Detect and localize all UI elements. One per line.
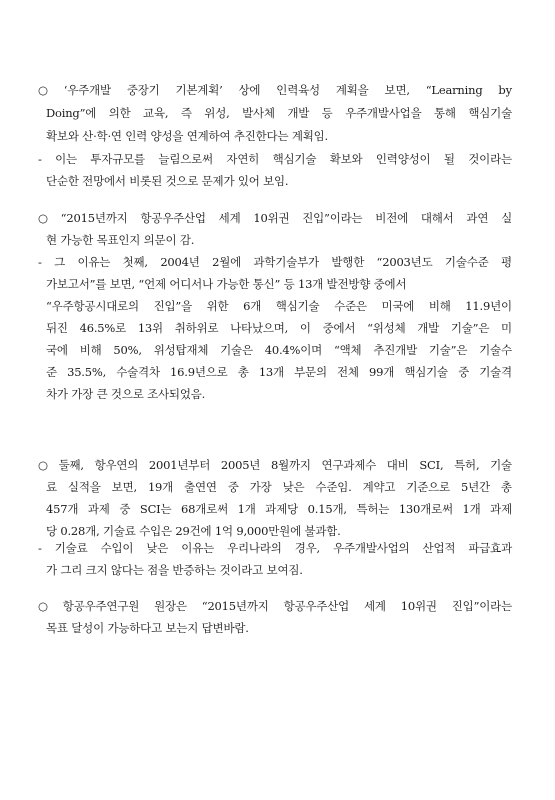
- text-line: [38, 83, 512, 97]
- text-line: [46, 502, 512, 516]
- word: 위성,: [204, 106, 230, 120]
- word: “2015년까지: [201, 599, 269, 613]
- word: 보면,: [384, 83, 410, 97]
- word: 기술수준: [444, 255, 489, 269]
- word: 68개로써: [181, 502, 229, 516]
- word: 수술격차: [116, 365, 160, 379]
- word: 세계: [363, 599, 386, 613]
- word: 산업적: [422, 541, 456, 555]
- word: 1개: [237, 502, 256, 516]
- word: SCI,: [419, 458, 444, 472]
- word: 첫째,: [122, 255, 148, 269]
- word: 13개: [258, 365, 284, 379]
- word: 우주개발사업의: [333, 541, 410, 555]
- word: 즉: [180, 106, 192, 120]
- word: 457개: [46, 502, 79, 516]
- word: 과연: [466, 211, 489, 225]
- word: 진입”을: [153, 299, 192, 313]
- text-line: 가보고서”를 보면, “언제 어디서나 가능한 통신” 등 13개 발전방향 중에서: [46, 277, 407, 291]
- word: 핵심기술: [272, 152, 317, 166]
- word: 중: [119, 502, 131, 516]
- word: 취하위로: [174, 321, 219, 335]
- word: 13위: [137, 321, 163, 335]
- word: 기술은: [220, 343, 253, 357]
- word: 6개: [243, 299, 262, 313]
- word: ○: [38, 83, 48, 97]
- word: Doing”에: [46, 106, 97, 120]
- word: 우리나라의: [227, 541, 282, 555]
- text-line: [46, 480, 512, 494]
- text-line: 단순한 전망에서 비롯된 것으로 문제가 있어 보임.: [46, 174, 289, 188]
- word: 기술”은: [428, 343, 468, 357]
- word: 연구과제수: [321, 458, 377, 472]
- word: 위성탑재체: [153, 343, 209, 357]
- word: 10위권: [253, 211, 290, 225]
- word: 과제: [490, 502, 512, 516]
- word: 상에: [238, 83, 261, 97]
- word: 진입”이라는: [451, 599, 512, 613]
- text-line: [46, 343, 512, 357]
- word: 평: [500, 255, 512, 269]
- word: 개발: [417, 321, 440, 335]
- word: 세계: [218, 211, 241, 225]
- text-line: [38, 211, 512, 225]
- word: 가장: [249, 480, 272, 494]
- word: 진입”이라는: [302, 211, 363, 225]
- word: 우주개발사업을: [345, 106, 422, 120]
- word: “위성체: [367, 321, 406, 335]
- word: 과제: [87, 502, 110, 516]
- word: 경우,: [294, 541, 321, 555]
- word: “2015년까지: [60, 211, 128, 225]
- word: “Learning: [425, 83, 483, 97]
- word: 핵심기술: [404, 365, 448, 379]
- word: 미국에: [381, 299, 415, 313]
- word: 국에: [46, 343, 68, 357]
- word: 10위권: [400, 599, 437, 613]
- word: 출연연: [184, 480, 217, 494]
- text-line: [38, 541, 512, 555]
- word: 위한: [206, 299, 229, 313]
- word: 뒤진: [46, 321, 68, 335]
- word: 개발: [287, 106, 310, 120]
- word: “2003년도: [376, 255, 433, 269]
- word: 이유는: [77, 255, 111, 269]
- word: 발사체: [242, 106, 275, 120]
- word: 이: [299, 321, 311, 335]
- text-line: 현 가능한 목표인지 의문이 감.: [46, 233, 195, 247]
- word: 통해: [434, 106, 456, 120]
- word: 총: [500, 480, 512, 494]
- word: 낮은: [146, 541, 169, 555]
- word: 총: [237, 365, 249, 379]
- word: 기본계획’: [175, 83, 223, 97]
- text-line: [46, 321, 512, 335]
- text-line: 목표 달성이 가능하다고 보는지 답변바람.: [46, 621, 249, 635]
- word: 50%,: [113, 343, 142, 357]
- word: 늘림으로써: [158, 152, 213, 166]
- word: 130개로써: [398, 502, 453, 516]
- word: 확보와: [329, 152, 363, 166]
- word: 항우연의: [94, 458, 139, 472]
- word: 기술”은: [450, 321, 490, 335]
- word: 투자규모를: [90, 152, 145, 166]
- word: ‘우주개발: [63, 83, 111, 97]
- text-line: [38, 255, 512, 269]
- text-line: [46, 299, 512, 313]
- word: 비해: [79, 343, 102, 357]
- word: 전체: [337, 365, 359, 379]
- word: 비해: [428, 299, 451, 313]
- text-line: 당 0.28개, 기술료 수입은 29건에 1억 9,000만원에 불과함.: [46, 524, 341, 538]
- word: SCI는: [139, 502, 172, 516]
- word: 것이라는: [468, 152, 512, 166]
- word: 낮은: [282, 480, 305, 494]
- word: 추진개발: [373, 343, 417, 357]
- word: ○: [38, 458, 48, 472]
- word: 자연히: [226, 152, 260, 166]
- word: 특허는: [356, 502, 390, 516]
- word: 비전에: [375, 211, 409, 225]
- word: 이는: [55, 152, 77, 166]
- word: 계약고: [362, 480, 396, 494]
- word: 19개: [147, 480, 174, 494]
- word: 계획을: [335, 83, 369, 97]
- word: 특허,: [454, 458, 480, 472]
- word: 중장기: [126, 83, 160, 97]
- word: “액체: [333, 343, 362, 357]
- word: 항공우주산업: [283, 599, 350, 613]
- word: 교육,: [143, 106, 169, 120]
- word: 35.5%,: [67, 365, 107, 379]
- word: 기준으로: [406, 480, 450, 494]
- word: 항공우주연구원: [62, 599, 140, 613]
- word: 인력양성이: [375, 152, 431, 166]
- word: 보면,: [111, 480, 137, 494]
- word: 핵심기술: [468, 106, 512, 120]
- word: 중: [458, 365, 470, 379]
- text-line: 가 그리 크지 않다는 점을 반증하는 것이라고 보여짐.: [46, 563, 303, 577]
- word: 수준은: [334, 299, 367, 313]
- word: 항공우주산업: [140, 211, 206, 225]
- word: 8월까지: [270, 458, 311, 472]
- word: 2004년: [160, 255, 200, 269]
- word: 미: [501, 321, 512, 335]
- word: 과제당: [265, 502, 299, 516]
- word: 기술격: [479, 365, 512, 379]
- word: 5년간: [460, 480, 490, 494]
- word: 40.4%이며: [264, 343, 323, 357]
- word: 실: [501, 211, 512, 225]
- word: by: [498, 83, 512, 97]
- word: 등: [321, 106, 333, 120]
- word: 99개: [369, 365, 395, 379]
- word: 2005년: [220, 458, 261, 472]
- text-line: [38, 599, 512, 613]
- word: 인력육성: [276, 83, 320, 97]
- word: 둘째,: [58, 458, 84, 472]
- word: 수준임.: [315, 480, 352, 494]
- word: 핵심기술: [275, 299, 320, 313]
- text-line: [46, 106, 512, 120]
- word: 의한: [108, 106, 131, 120]
- text-line: 확보와 산·학·연 인력 양성을 연계하여 추진한다는 계획임.: [46, 129, 329, 143]
- word: 중: [227, 480, 239, 494]
- text-line: [38, 458, 512, 472]
- word: 1개: [462, 502, 481, 516]
- word: 16.9년으로: [170, 365, 228, 379]
- word: -: [38, 255, 42, 269]
- word: 원장은: [154, 599, 187, 613]
- word: 수입이: [100, 541, 134, 555]
- word: 준: [46, 365, 57, 379]
- word: “우주항공시대로의: [46, 299, 139, 313]
- word: 과학기술부가: [253, 255, 319, 269]
- word: 발행한: [331, 255, 365, 269]
- word: 나타났으며,: [230, 321, 289, 335]
- word: 파급효과: [468, 541, 512, 555]
- word: 기술료: [54, 541, 88, 555]
- word: ○: [38, 599, 48, 613]
- word: 46.5%로: [79, 321, 127, 335]
- word: 그: [54, 255, 66, 269]
- word: 2001년부터: [148, 458, 211, 472]
- word: -: [38, 541, 42, 555]
- word: 료: [46, 480, 57, 494]
- word: 될: [443, 152, 455, 166]
- word: 중에서: [322, 321, 356, 335]
- word: 이유는: [181, 541, 215, 555]
- word: -: [38, 152, 42, 166]
- word: 대해서: [420, 211, 454, 225]
- text-line: 차가 가장 큰 것으로 조사되었음.: [46, 387, 206, 401]
- word: 11.9년이: [465, 299, 512, 313]
- word: 0.15개,: [307, 502, 347, 516]
- word: 부문의: [294, 365, 327, 379]
- word: 2월에: [212, 255, 242, 269]
- word: 기술수: [479, 343, 512, 357]
- word: 대비: [386, 458, 409, 472]
- word: 기술: [490, 458, 512, 472]
- text-line: [38, 152, 512, 166]
- word: ○: [38, 211, 48, 225]
- text-line: [46, 365, 512, 379]
- word: 실적을: [67, 480, 101, 494]
